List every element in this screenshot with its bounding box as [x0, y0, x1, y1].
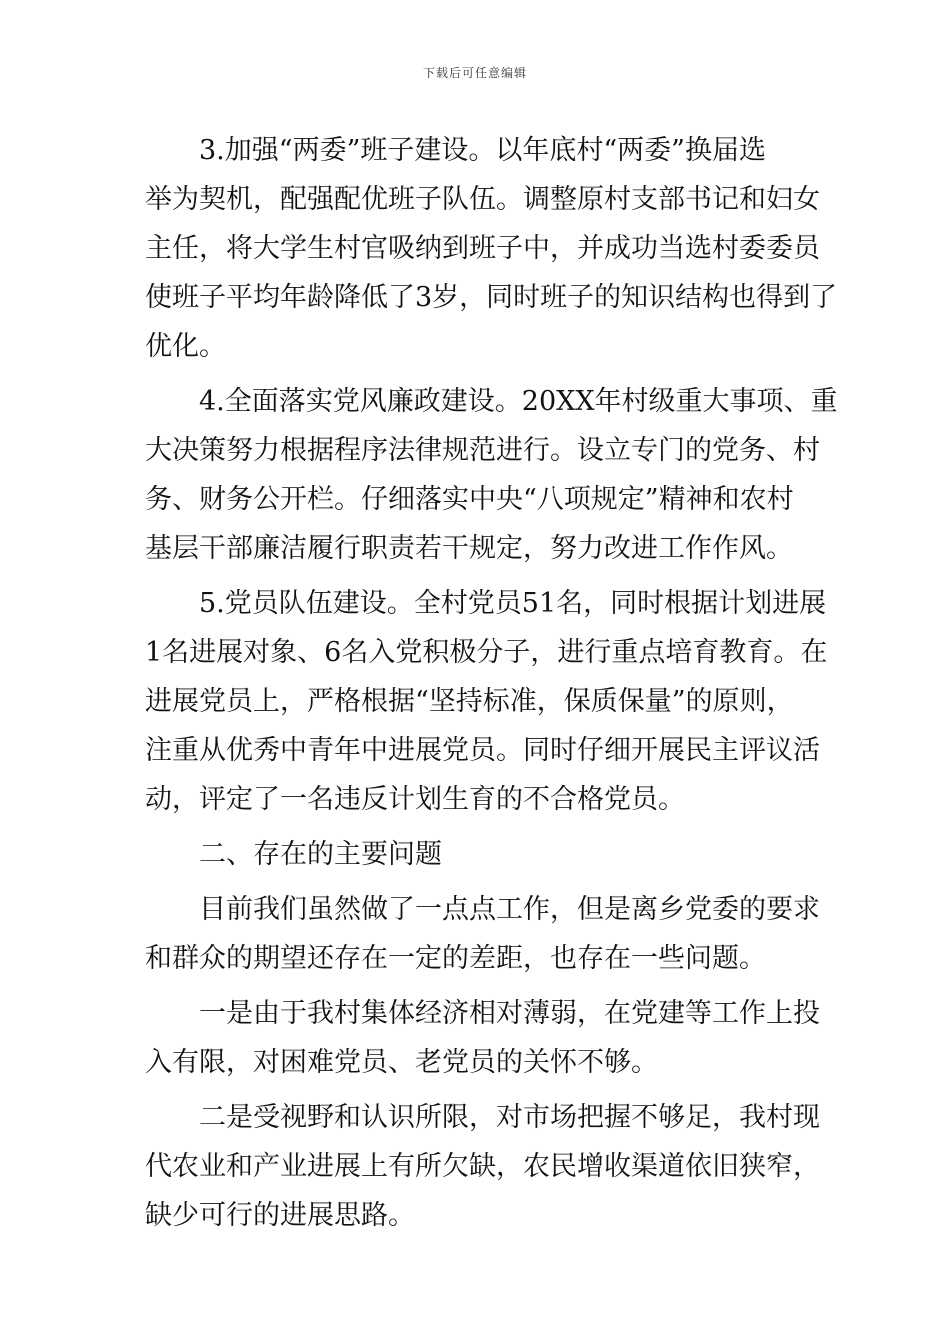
text-line: 4.全面落实党风廉政建设。20XX年村级重大事项、重 — [199, 386, 838, 417]
paragraph-7 — [145, 989, 820, 1087]
paragraph-6 — [145, 885, 820, 983]
text-line: 进展党员上，严格根据“坚持标准，保质保量”的原则， — [145, 686, 794, 717]
text-line: 二是受视野和认识所限，对市场把握不够足，我村现 — [199, 1102, 820, 1133]
paragraph-4 — [145, 377, 838, 573]
text-line: 举为契机，配强配优班子队伍。调整原村支部书记和妇女 — [145, 184, 820, 215]
text-line: 注重从优秀中青年中进展党员。同时仔细开展民主评议活 — [145, 735, 820, 766]
text-line: 5.党员队伍建设。全村党员51名，同时根据计划进展 — [199, 588, 827, 619]
text-line: 目前我们虽然做了一点点工作，但是离乡党委的要求 — [199, 894, 820, 925]
paragraph-3 — [145, 126, 838, 371]
text-line: 一是由于我村集体经济相对薄弱，在党建等工作上投 — [199, 998, 820, 1029]
text-line: 3.加强“两委”班子建设。以年底村“两委”换届选 — [199, 135, 766, 166]
text-line: 务、财务公开栏。仔细落实中央“八项规定”精神和农村 — [145, 484, 794, 515]
text-line: 动，评定了一名违反计划生育的不合格党员。 — [145, 784, 685, 815]
document-body — [145, 126, 838, 1240]
text-line: 和群众的期望还存在一定的差距，也存在一些问题。 — [145, 943, 766, 974]
text-line: 优化。 — [145, 331, 226, 362]
paragraph-5 — [145, 579, 828, 824]
text-line: 基层干部廉洁履行职责若干规定，努力改进工作作风。 — [145, 533, 793, 564]
text-line: 代农业和产业进展上有所欠缺，农民增收渠道依旧狭窄， — [145, 1151, 820, 1182]
text-line: 入有限，对困难党员、老党员的关怀不够。 — [145, 1047, 658, 1078]
text-line: 大决策努力根据程序法律规范进行。设立专门的党务、村 — [145, 435, 820, 466]
text-line: 主任，将大学生村官吸纳到班子中，并成功当选村委委员 — [145, 233, 820, 264]
text-line: 1名进展对象、6名入党积极分子，进行重点培育教育。在 — [145, 637, 828, 668]
section-heading — [145, 830, 807, 879]
section-heading-text: 二、存在的主要问题 — [199, 839, 442, 870]
paragraph-8 — [145, 1093, 820, 1240]
text-line: 缺少可行的进展思路。 — [145, 1200, 415, 1231]
text-line: 使班子平均年龄降低了3岁，同时班子的知识结构也得到了 — [145, 282, 838, 313]
page-header-note: 下载后可任意编辑 — [422, 66, 527, 80]
